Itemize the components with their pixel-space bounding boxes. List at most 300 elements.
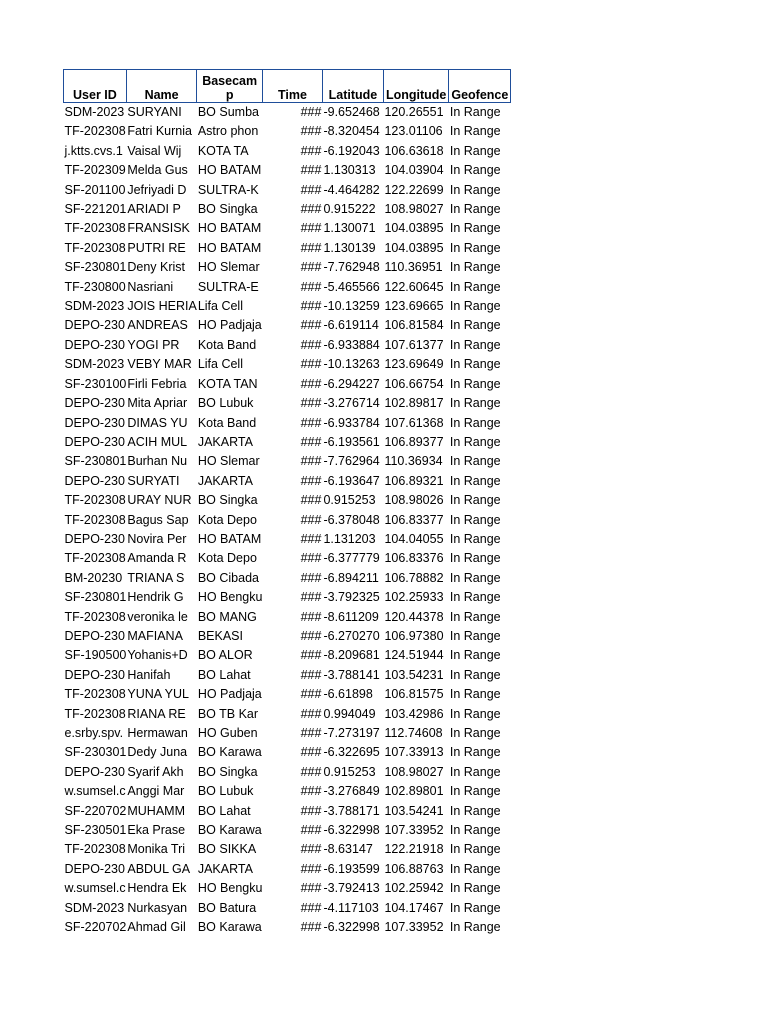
- cell-name[interactable]: RIANA RE: [127, 706, 186, 721]
- cell-latitude[interactable]: 1.131203: [323, 531, 376, 546]
- cell-time[interactable]: ###: [300, 881, 322, 896]
- cell-longitude[interactable]: 107.61377: [384, 337, 444, 352]
- cell-geofence[interactable]: In Range: [449, 143, 501, 158]
- cell-user-id[interactable]: DEPO-230: [64, 415, 125, 430]
- cell-time[interactable]: ###: [300, 590, 322, 605]
- cell-time[interactable]: ###: [300, 376, 322, 391]
- cell-geofence[interactable]: In Range: [449, 473, 501, 488]
- cell-name[interactable]: PUTRI RE: [127, 240, 186, 255]
- header-longitude[interactable]: Longitude: [383, 70, 448, 103]
- cell-latitude[interactable]: 0.915253: [323, 493, 376, 508]
- cell-time[interactable]: ###: [300, 260, 322, 275]
- cell-user-id[interactable]: SF-190500: [64, 648, 127, 663]
- cell-basecamp[interactable]: BO Sumba: [197, 105, 259, 119]
- cell-name[interactable]: Syarif Akh: [127, 764, 184, 779]
- cell-time[interactable]: ###: [300, 648, 322, 663]
- cell-time[interactable]: ###: [300, 628, 322, 643]
- cell-longitude[interactable]: 106.81584: [384, 318, 444, 333]
- cell-name[interactable]: MUHAMM: [127, 803, 185, 818]
- cell-user-id[interactable]: SF-230801: [64, 260, 127, 275]
- cell-geofence[interactable]: In Range: [449, 842, 501, 857]
- cell-latitude[interactable]: -5.465566: [323, 279, 380, 294]
- cell-basecamp[interactable]: HO Padjaja: [197, 318, 262, 333]
- cell-user-id[interactable]: TF-202309: [64, 163, 126, 178]
- cell-latitude[interactable]: -6.193561: [323, 434, 380, 449]
- cell-name[interactable]: Monika Tri: [127, 842, 186, 857]
- cell-name[interactable]: Bagus Sap: [127, 512, 189, 527]
- cell-name[interactable]: Eka Prase: [127, 823, 186, 838]
- cell-user-id[interactable]: DEPO-230: [64, 434, 125, 449]
- cell-name[interactable]: URAY NUR: [127, 493, 192, 508]
- cell-user-id[interactable]: TF-202308: [64, 551, 126, 566]
- cell-user-id[interactable]: TF-202308: [64, 609, 126, 624]
- cell-longitude[interactable]: 103.42986: [384, 706, 444, 721]
- cell-basecamp[interactable]: BO MANG: [197, 609, 257, 624]
- cell-latitude[interactable]: -7.762964: [323, 454, 380, 469]
- cell-latitude[interactable]: 0.915222: [323, 202, 376, 217]
- cell-time[interactable]: ###: [300, 473, 322, 488]
- cell-user-id[interactable]: SDM-2023: [64, 299, 125, 314]
- cell-longitude[interactable]: 107.33952: [384, 920, 444, 935]
- cell-name[interactable]: ANDREAS: [127, 318, 188, 333]
- cell-latitude[interactable]: -6.894211: [323, 570, 379, 585]
- cell-time[interactable]: ###: [300, 143, 322, 158]
- cell-latitude[interactable]: -10.13263: [323, 357, 380, 372]
- cell-name[interactable]: Melda Gus: [127, 163, 188, 178]
- cell-latitude[interactable]: -10.13259: [323, 299, 380, 314]
- cell-basecamp[interactable]: Astro phon: [197, 124, 259, 139]
- cell-user-id[interactable]: DEPO-230: [64, 667, 125, 682]
- cell-basecamp[interactable]: SULTRA-K: [197, 182, 259, 197]
- cell-user-id[interactable]: w.sumsel.c: [64, 784, 126, 799]
- header-user-id[interactable]: User ID: [64, 70, 127, 103]
- cell-longitude[interactable]: 123.69665: [384, 299, 444, 314]
- cell-latitude[interactable]: -9.652468: [323, 105, 380, 119]
- cell-time[interactable]: ###: [300, 493, 322, 508]
- cell-longitude[interactable]: 107.33952: [384, 823, 444, 838]
- cell-latitude[interactable]: -8.63147: [323, 842, 373, 857]
- cell-latitude[interactable]: -4.464282: [323, 182, 380, 197]
- cell-longitude[interactable]: 102.25933: [384, 590, 444, 605]
- cell-user-id[interactable]: TF-202308: [64, 221, 126, 236]
- cell-time[interactable]: ###: [300, 745, 322, 760]
- cell-time[interactable]: ###: [300, 726, 322, 740]
- cell-name[interactable]: ARIADI P: [127, 202, 181, 217]
- cell-basecamp[interactable]: Lifa Cell: [197, 357, 243, 372]
- cell-basecamp[interactable]: HO Bengku: [197, 881, 263, 896]
- cell-latitude[interactable]: -8.611209: [323, 609, 379, 624]
- cell-longitude[interactable]: 104.03895: [384, 221, 444, 236]
- cell-time[interactable]: ###: [300, 667, 322, 682]
- cell-time[interactable]: ###: [300, 900, 322, 915]
- cell-basecamp[interactable]: HO BATAM: [197, 163, 262, 178]
- cell-basecamp[interactable]: HO Padjaja: [197, 687, 262, 702]
- cell-latitude[interactable]: -6.322695: [323, 745, 380, 760]
- cell-name[interactable]: Mita Apriar: [127, 396, 188, 411]
- cell-geofence[interactable]: In Range: [449, 376, 501, 391]
- cell-longitude[interactable]: 106.63618: [384, 143, 444, 158]
- cell-basecamp[interactable]: HO BATAM: [197, 240, 262, 255]
- cell-geofence[interactable]: In Range: [449, 105, 501, 119]
- cell-name[interactable]: YUNA YUL: [127, 687, 189, 702]
- cell-user-id[interactable]: TF-202308: [64, 512, 126, 527]
- header-name[interactable]: Name: [126, 70, 196, 103]
- cell-time[interactable]: ###: [300, 415, 322, 430]
- cell-geofence[interactable]: In Range: [449, 396, 501, 411]
- cell-basecamp[interactable]: BO Lubuk: [197, 396, 254, 411]
- cell-user-id[interactable]: TF-202308: [64, 493, 126, 508]
- cell-basecamp[interactable]: KOTA TA: [197, 143, 249, 158]
- cell-basecamp[interactable]: HO BATAM: [197, 531, 262, 546]
- cell-name[interactable]: Hendrik G: [127, 590, 184, 605]
- cell-name[interactable]: Yohanis+D: [127, 648, 188, 663]
- cell-longitude[interactable]: 122.22699: [384, 182, 444, 197]
- cell-basecamp[interactable]: KOTA TAN: [197, 376, 258, 391]
- cell-geofence[interactable]: In Range: [449, 823, 501, 838]
- cell-user-id[interactable]: SDM-2023: [64, 357, 125, 372]
- cell-time[interactable]: ###: [300, 454, 322, 469]
- cell-geofence[interactable]: In Range: [449, 318, 501, 333]
- cell-longitude[interactable]: 108.98027: [384, 764, 444, 779]
- cell-geofence[interactable]: In Range: [449, 240, 501, 255]
- cell-geofence[interactable]: In Range: [449, 531, 501, 546]
- cell-latitude[interactable]: -3.792413: [323, 881, 380, 896]
- cell-name[interactable]: Amanda R: [127, 551, 187, 566]
- cell-latitude[interactable]: 1.130071: [323, 221, 376, 236]
- cell-basecamp[interactable]: BO Karawa: [197, 745, 262, 760]
- cell-longitude[interactable]: 107.33913: [384, 745, 444, 760]
- cell-time[interactable]: ###: [300, 803, 322, 818]
- cell-geofence[interactable]: In Range: [449, 764, 501, 779]
- cell-basecamp[interactable]: BO Lubuk: [197, 784, 254, 799]
- cell-name[interactable]: Jefriyadi D: [127, 182, 187, 197]
- cell-name[interactable]: Hendra Ek: [127, 881, 187, 896]
- cell-name[interactable]: Ahmad Gil: [127, 920, 186, 935]
- header-basecamp[interactable]: Basecamp: [197, 70, 263, 103]
- cell-longitude[interactable]: 122.21918: [384, 842, 444, 857]
- cell-longitude[interactable]: 106.89321: [384, 473, 444, 488]
- cell-time[interactable]: ###: [300, 221, 322, 236]
- cell-longitude[interactable]: 103.54241: [384, 803, 444, 818]
- cell-basecamp[interactable]: Kota Depo: [197, 551, 257, 566]
- cell-user-id[interactable]: BM-20230: [64, 570, 123, 585]
- cell-geofence[interactable]: In Range: [449, 590, 501, 605]
- cell-geofence[interactable]: In Range: [449, 706, 501, 721]
- cell-latitude[interactable]: -6.378048: [323, 512, 380, 527]
- cell-name[interactable]: veronika le: [127, 609, 188, 624]
- cell-time[interactable]: ###: [300, 434, 322, 449]
- cell-geofence[interactable]: In Range: [449, 551, 501, 566]
- cell-geofence[interactable]: In Range: [449, 163, 501, 178]
- cell-latitude[interactable]: 1.130139: [323, 240, 376, 255]
- cell-time[interactable]: ###: [300, 299, 322, 314]
- cell-basecamp[interactable]: BO TB Kar: [197, 706, 259, 721]
- cell-longitude[interactable]: 110.36951: [384, 260, 443, 275]
- cell-geofence[interactable]: In Range: [449, 260, 501, 275]
- cell-time[interactable]: ###: [300, 842, 322, 857]
- cell-geofence[interactable]: In Range: [449, 454, 501, 469]
- cell-time[interactable]: ###: [300, 764, 322, 779]
- cell-time[interactable]: ###: [300, 337, 322, 352]
- cell-latitude[interactable]: -8.320454: [323, 124, 380, 139]
- cell-geofence[interactable]: In Range: [449, 415, 501, 430]
- cell-geofence[interactable]: In Range: [449, 784, 501, 799]
- cell-name[interactable]: Deny Krist: [127, 260, 186, 275]
- cell-geofence[interactable]: In Range: [449, 667, 501, 682]
- cell-time[interactable]: ###: [300, 823, 322, 838]
- cell-latitude[interactable]: -6.192043: [323, 143, 380, 158]
- cell-time[interactable]: ###: [300, 279, 322, 294]
- cell-name[interactable]: Anggi Mar: [127, 784, 185, 799]
- cell-longitude[interactable]: 103.54231: [384, 667, 444, 682]
- cell-basecamp[interactable]: BO Lahat: [197, 667, 251, 682]
- cell-longitude[interactable]: 104.17467: [384, 900, 444, 915]
- cell-latitude[interactable]: -7.273197: [323, 726, 380, 740]
- cell-longitude[interactable]: 108.98026: [384, 493, 444, 508]
- cell-geofence[interactable]: In Range: [449, 687, 501, 702]
- cell-latitude[interactable]: -3.792325: [323, 590, 380, 605]
- cell-geofence[interactable]: In Range: [449, 726, 501, 740]
- cell-longitude[interactable]: 124.51944: [384, 648, 444, 663]
- cell-basecamp[interactable]: JAKARTA: [197, 861, 253, 876]
- cell-name[interactable]: SURYATI: [127, 473, 180, 488]
- cell-longitude[interactable]: 107.61368: [384, 415, 444, 430]
- cell-geofence[interactable]: In Range: [449, 493, 501, 508]
- cell-geofence[interactable]: In Range: [449, 648, 501, 663]
- cell-longitude[interactable]: 104.03904: [384, 163, 444, 178]
- cell-latitude[interactable]: -6.322998: [323, 823, 380, 838]
- cell-basecamp[interactable]: Kota Band: [197, 415, 257, 430]
- cell-name[interactable]: Vaisal Wij: [127, 143, 182, 158]
- cell-longitude[interactable]: 104.04055: [384, 531, 444, 546]
- cell-latitude[interactable]: -6.933884: [323, 337, 380, 352]
- header-geofence[interactable]: Geofence: [449, 70, 511, 103]
- cell-basecamp[interactable]: HO Slemar: [197, 260, 260, 275]
- cell-latitude[interactable]: -7.762948: [323, 260, 380, 275]
- cell-geofence[interactable]: In Range: [449, 803, 501, 818]
- cell-time[interactable]: ###: [300, 570, 322, 585]
- cell-time[interactable]: ###: [300, 182, 322, 197]
- cell-basecamp[interactable]: JAKARTA: [197, 473, 253, 488]
- cell-name[interactable]: FRANSISK: [127, 221, 190, 236]
- cell-geofence[interactable]: In Range: [449, 745, 501, 760]
- cell-basecamp[interactable]: BO Karawa: [197, 920, 262, 935]
- cell-name[interactable]: Dedy Juna: [127, 745, 188, 760]
- cell-longitude[interactable]: 102.89801: [384, 784, 444, 799]
- cell-basecamp[interactable]: Kota Band: [197, 337, 257, 352]
- cell-basecamp[interactable]: BO Batura: [197, 900, 257, 915]
- cell-geofence[interactable]: In Range: [449, 434, 501, 449]
- cell-latitude[interactable]: 1.130313: [323, 163, 376, 178]
- cell-name[interactable]: Nurkasyan: [127, 900, 188, 915]
- cell-longitude[interactable]: 106.89377: [384, 434, 444, 449]
- cell-user-id[interactable]: DEPO-230: [64, 473, 125, 488]
- cell-basecamp[interactable]: BO Karawa: [197, 823, 262, 838]
- cell-user-id[interactable]: SF-230501: [64, 823, 127, 838]
- cell-name[interactable]: DIMAS YU: [127, 415, 188, 430]
- cell-user-id[interactable]: DEPO-230: [64, 531, 125, 546]
- cell-longitude[interactable]: 106.81575: [384, 687, 444, 702]
- cell-user-id[interactable]: j.ktts.cvs.1: [64, 143, 123, 158]
- cell-name[interactable]: Fatri Kurnia: [127, 124, 192, 139]
- cell-time[interactable]: ###: [300, 784, 322, 799]
- cell-latitude[interactable]: -3.788141: [323, 667, 380, 682]
- cell-longitude[interactable]: 102.89817: [384, 396, 444, 411]
- cell-geofence[interactable]: In Range: [449, 920, 501, 935]
- cell-user-id[interactable]: TF-202308: [64, 842, 126, 857]
- cell-basecamp[interactable]: HO BATAM: [197, 221, 262, 236]
- cell-name[interactable]: MAFIANA: [127, 628, 183, 643]
- cell-longitude[interactable]: 120.44378: [384, 609, 444, 624]
- cell-time[interactable]: ###: [300, 920, 322, 935]
- cell-latitude[interactable]: -6.61898: [323, 687, 373, 702]
- cell-longitude[interactable]: 123.01106: [384, 124, 443, 139]
- cell-basecamp[interactable]: BO Lahat: [197, 803, 251, 818]
- cell-basecamp[interactable]: Lifa Cell: [197, 299, 243, 314]
- cell-time[interactable]: ###: [300, 706, 322, 721]
- cell-user-id[interactable]: SF-230100: [64, 376, 127, 391]
- cell-longitude[interactable]: 106.66754: [384, 376, 444, 391]
- cell-name[interactable]: ACIH MUL: [127, 434, 188, 449]
- cell-basecamp[interactable]: HO Guben: [197, 726, 258, 740]
- cell-longitude[interactable]: 108.98027: [384, 202, 444, 217]
- cell-user-id[interactable]: SF-220702: [64, 920, 127, 935]
- cell-longitude[interactable]: 120.26551: [384, 105, 444, 119]
- cell-time[interactable]: ###: [300, 512, 322, 527]
- cell-name[interactable]: Firli Febria: [127, 376, 187, 391]
- cell-longitude[interactable]: 102.25942: [384, 881, 444, 896]
- cell-name[interactable]: Novira Per: [127, 531, 187, 546]
- cell-latitude[interactable]: 0.915253: [323, 764, 376, 779]
- cell-basecamp[interactable]: BO ALOR: [197, 648, 253, 663]
- cell-latitude[interactable]: -6.193647: [323, 473, 380, 488]
- cell-time[interactable]: ###: [300, 202, 322, 217]
- cell-latitude[interactable]: -6.619114: [323, 318, 379, 333]
- cell-geofence[interactable]: In Range: [449, 279, 501, 294]
- cell-geofence[interactable]: In Range: [449, 182, 501, 197]
- cell-latitude[interactable]: -6.933784: [323, 415, 380, 430]
- cell-basecamp[interactable]: BEKASI: [197, 628, 243, 643]
- cell-basecamp[interactable]: BO Singka: [197, 493, 258, 508]
- cell-geofence[interactable]: In Range: [449, 900, 501, 915]
- cell-geofence[interactable]: In Range: [449, 609, 501, 624]
- cell-time[interactable]: ###: [300, 551, 322, 566]
- cell-time[interactable]: ###: [300, 124, 322, 139]
- cell-longitude[interactable]: 106.83376: [384, 551, 444, 566]
- cell-user-id[interactable]: SF-230801: [64, 454, 127, 469]
- cell-longitude[interactable]: 122.60645: [384, 279, 444, 294]
- cell-user-id[interactable]: SDM-2023: [64, 105, 125, 119]
- cell-geofence[interactable]: In Range: [449, 299, 501, 314]
- cell-geofence[interactable]: In Range: [449, 221, 501, 236]
- cell-name[interactable]: SURYANI: [127, 105, 182, 119]
- cell-latitude[interactable]: -6.270270: [323, 628, 380, 643]
- cell-basecamp[interactable]: BO Cibada: [197, 570, 259, 585]
- cell-user-id[interactable]: DEPO-230: [64, 764, 125, 779]
- cell-latitude[interactable]: -3.788171: [323, 803, 380, 818]
- cell-geofence[interactable]: In Range: [449, 357, 501, 372]
- cell-geofence[interactable]: In Range: [449, 124, 501, 139]
- cell-longitude[interactable]: 104.03895: [384, 240, 444, 255]
- cell-latitude[interactable]: -3.276714: [323, 396, 380, 411]
- cell-longitude[interactable]: 106.78882: [384, 570, 444, 585]
- cell-latitude[interactable]: -3.276849: [323, 784, 380, 799]
- cell-basecamp[interactable]: BO Singka: [197, 202, 258, 217]
- cell-basecamp[interactable]: HO Bengku: [197, 590, 263, 605]
- cell-name[interactable]: TRIANA S: [127, 570, 185, 585]
- cell-name[interactable]: JOIS HERIA: [127, 299, 197, 314]
- cell-user-id[interactable]: SF-230301: [64, 745, 127, 760]
- cell-user-id[interactable]: SF-230801: [64, 590, 127, 605]
- cell-user-id[interactable]: DEPO-230: [64, 318, 125, 333]
- cell-latitude[interactable]: -6.322998: [323, 920, 380, 935]
- cell-user-id[interactable]: SDM-2023: [64, 900, 125, 915]
- cell-user-id[interactable]: TF-202308: [64, 687, 126, 702]
- cell-user-id[interactable]: TF-230800: [64, 279, 126, 294]
- cell-geofence[interactable]: In Range: [449, 337, 501, 352]
- cell-time[interactable]: ###: [300, 240, 322, 255]
- cell-name[interactable]: VEBY MAR: [127, 357, 192, 372]
- cell-time[interactable]: ###: [300, 318, 322, 333]
- cell-name[interactable]: Hermawan: [127, 726, 188, 740]
- cell-longitude[interactable]: 110.36934: [384, 454, 443, 469]
- cell-user-id[interactable]: e.srby.spv.: [64, 726, 124, 740]
- cell-latitude[interactable]: -6.377779: [323, 551, 380, 566]
- cell-user-id[interactable]: TF-202308: [64, 240, 126, 255]
- cell-latitude[interactable]: -4.117103: [323, 900, 379, 915]
- cell-longitude[interactable]: 112.74608: [384, 726, 443, 740]
- cell-basecamp[interactable]: BO Singka: [197, 764, 258, 779]
- cell-latitude[interactable]: -6.193599: [323, 861, 380, 876]
- cell-time[interactable]: ###: [300, 105, 322, 119]
- cell-geofence[interactable]: In Range: [449, 881, 501, 896]
- cell-basecamp[interactable]: JAKARTA: [197, 434, 253, 449]
- header-time[interactable]: Time: [262, 70, 322, 103]
- cell-geofence[interactable]: In Range: [449, 570, 501, 585]
- cell-longitude[interactable]: 123.69649: [384, 357, 444, 372]
- cell-time[interactable]: ###: [300, 396, 322, 411]
- cell-user-id[interactable]: w.sumsel.c: [64, 881, 126, 896]
- cell-user-id[interactable]: SF-221201: [64, 202, 127, 217]
- cell-geofence[interactable]: In Range: [449, 861, 501, 876]
- cell-user-id[interactable]: TF-202308: [64, 124, 126, 139]
- cell-basecamp[interactable]: BO SIKKA: [197, 842, 257, 857]
- cell-time[interactable]: ###: [300, 357, 322, 372]
- cell-name[interactable]: Burhan Nu: [127, 454, 188, 469]
- cell-time[interactable]: ###: [300, 531, 322, 546]
- cell-geofence[interactable]: In Range: [449, 512, 501, 527]
- cell-time[interactable]: ###: [300, 609, 322, 624]
- header-latitude[interactable]: Latitude: [322, 70, 383, 103]
- cell-longitude[interactable]: 106.97380: [384, 628, 444, 643]
- cell-time[interactable]: ###: [300, 861, 322, 876]
- cell-time[interactable]: ###: [300, 687, 322, 702]
- cell-basecamp[interactable]: Kota Depo: [197, 512, 257, 527]
- cell-longitude[interactable]: 106.88763: [384, 861, 444, 876]
- cell-geofence[interactable]: In Range: [449, 628, 501, 643]
- cell-name[interactable]: Nasriani: [127, 279, 174, 294]
- cell-longitude[interactable]: 106.83377: [384, 512, 444, 527]
- cell-user-id[interactable]: DEPO-230: [64, 628, 125, 643]
- cell-user-id[interactable]: TF-202308: [64, 706, 126, 721]
- cell-user-id[interactable]: SF-220702: [64, 803, 127, 818]
- cell-geofence[interactable]: In Range: [449, 202, 501, 217]
- cell-latitude[interactable]: 0.994049: [323, 706, 376, 721]
- cell-time[interactable]: ###: [300, 163, 322, 178]
- cell-basecamp[interactable]: HO Slemar: [197, 454, 260, 469]
- cell-user-id[interactable]: DEPO-230: [64, 861, 125, 876]
- cell-user-id[interactable]: SF-201100: [64, 182, 126, 197]
